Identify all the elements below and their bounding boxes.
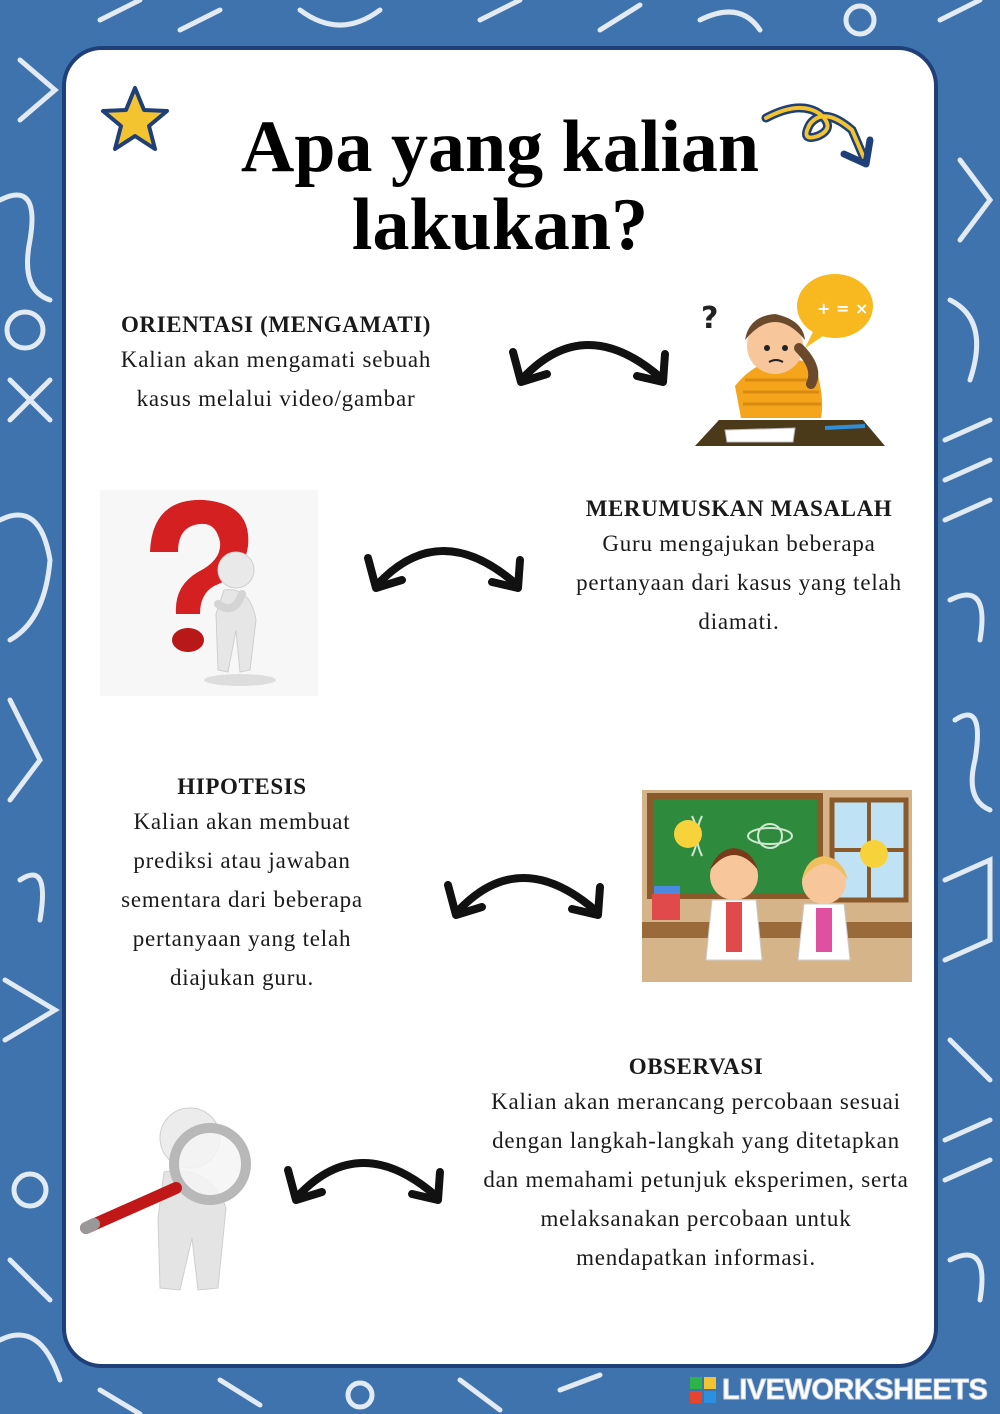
step-heading: ORIENTASI (MENGAMATI) bbox=[120, 312, 432, 337]
double-arrow-icon bbox=[505, 322, 675, 392]
page-title bbox=[200, 108, 800, 264]
step-body-line: diamati. bbox=[698, 609, 780, 634]
step-body-line: Kalian akan merancang percobaan sesuai bbox=[491, 1089, 901, 1114]
liveworksheets-logo-icon bbox=[690, 1377, 716, 1403]
step-body-line: melaksanakan percobaan untuk bbox=[540, 1206, 852, 1231]
step-body bbox=[90, 802, 394, 997]
step-observasi bbox=[448, 1052, 944, 1277]
step-body-line: dan memahami petunjuk eksperimen, serta bbox=[483, 1167, 909, 1192]
step-heading: MERUMUSKAN MASALAH bbox=[585, 496, 893, 521]
step-body-line: mendapatkan informasi. bbox=[576, 1245, 816, 1270]
double-arrow-icon bbox=[280, 1140, 450, 1210]
step-body-line: sementara dari beberapa bbox=[121, 887, 363, 912]
step-body-line: dengan langkah-langkah yang ditetapkan bbox=[492, 1128, 900, 1153]
question-glyph: ? bbox=[701, 301, 719, 336]
magnifier-figure-icon bbox=[80, 1098, 268, 1296]
double-arrow-icon bbox=[360, 528, 530, 598]
liveworksheets-brand: LIVEWORKSHEETS bbox=[722, 1373, 988, 1406]
kids-scientists-icon bbox=[642, 790, 912, 982]
step-body bbox=[544, 524, 934, 641]
step-body bbox=[86, 340, 466, 418]
step-body-line: Guru mengajukan beberapa bbox=[602, 531, 876, 556]
step-body-line: pertanyaan dari kasus yang telah bbox=[576, 570, 902, 595]
liveworksheets-branding bbox=[690, 1372, 990, 1408]
step-merumuskan-masalah bbox=[544, 494, 934, 641]
double-arrow-icon bbox=[440, 855, 610, 925]
step-orientasi bbox=[86, 310, 466, 418]
step-body-line: Kalian akan mengamati sebuah bbox=[120, 347, 432, 372]
question-mark-figure-icon bbox=[100, 490, 318, 696]
step-body-line: kasus melalui video/gambar bbox=[136, 386, 416, 411]
page-title-line-1: Apa yang kalian bbox=[240, 106, 760, 188]
step-heading: HIPOTESIS bbox=[177, 774, 307, 799]
step-hipotesis bbox=[90, 772, 394, 997]
math-bubble-text: + = × − ÷ bbox=[817, 299, 907, 318]
thinking-girl-icon bbox=[695, 268, 907, 464]
star-icon bbox=[100, 84, 170, 154]
page-title-line-2: lakukan? bbox=[351, 184, 649, 266]
step-body-line: Kalian akan membuat bbox=[133, 809, 351, 834]
step-body bbox=[448, 1082, 944, 1277]
step-body-line: prediksi atau jawaban bbox=[133, 848, 351, 873]
step-body-line: pertanyaan yang telah bbox=[132, 926, 352, 951]
step-body-line: diajukan guru. bbox=[169, 965, 315, 990]
step-heading: OBSERVASI bbox=[628, 1054, 764, 1079]
